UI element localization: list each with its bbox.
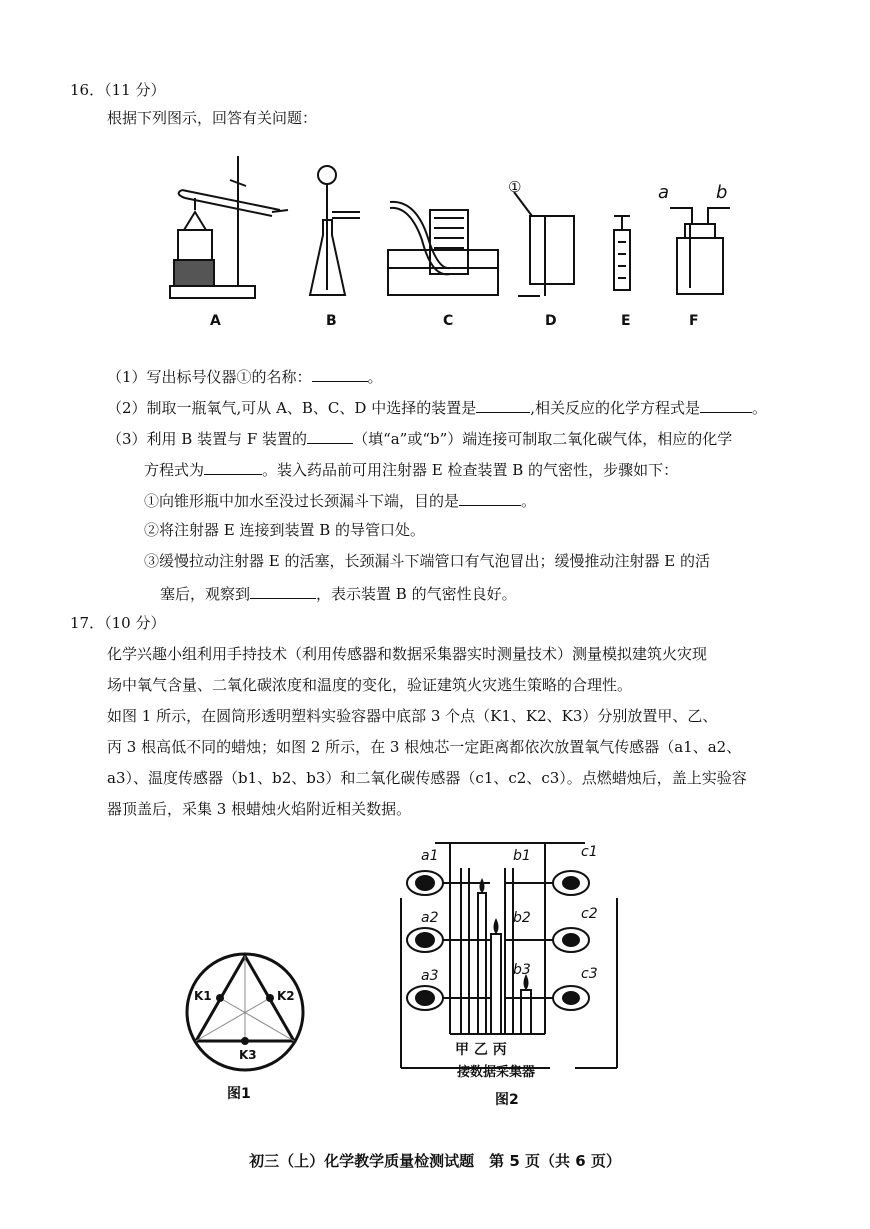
q16-part1-prompt: （1）写出标号仪器①的名称： <box>107 368 312 386</box>
q16-part3-equation-prompt: 方程式为 <box>144 461 205 479</box>
q16-part2-mid: ,相关反应的化学方程式是 <box>530 399 700 417</box>
sensor-a2-label: a2 <box>421 910 439 926</box>
q16-step2: ②将注射器 E 连接到装置 B 的导管口处。 <box>144 521 426 539</box>
q17-number: 17．（10 分） <box>70 614 166 632</box>
apparatus-label-f: F <box>689 313 699 329</box>
q16-part2 <box>107 396 767 418</box>
q16-step3-line2 <box>160 582 517 604</box>
sensor-a1-label: a1 <box>421 848 439 864</box>
sensor-b3-label: b3 <box>513 962 531 978</box>
answer-blank-6[interactable] <box>459 489 521 506</box>
port-a-label: a <box>658 182 670 203</box>
apparatus-label-e: E <box>621 313 631 329</box>
sensor-b2-label: b2 <box>513 910 531 926</box>
q16-part2-end: 。 <box>752 399 768 417</box>
page-footer: 初三（上）化学教学质量检测试题 第 5 页（共 6 页） <box>249 1152 621 1170</box>
q17-para1-line2: 场中氧气含量、二氧化碳浓度和温度的变化，验证建筑火灾逃生策略的合理性。 <box>107 676 633 694</box>
answer-blank-1[interactable] <box>312 365 368 382</box>
figure-2 <box>395 838 625 1108</box>
point-k2 <box>266 994 274 1002</box>
figure-2-caption: 图2 <box>495 1092 519 1108</box>
q16-step3-end: ，表示装置 B 的气密性良好。 <box>316 585 517 603</box>
q16-part3-steps-intro: 。装入药品前可用注射器 E 检查装置 B 的气密性，步骤如下： <box>262 461 679 479</box>
apparatus-label-c: C <box>443 313 454 329</box>
candle-labels: 甲 乙 丙 <box>455 1042 507 1058</box>
label-k2: K2 <box>277 989 295 1003</box>
q16-step1-end: 。 <box>521 492 537 510</box>
answer-blank-4[interactable] <box>307 427 353 444</box>
q16-step1 <box>144 489 536 511</box>
apparatus-label-b: B <box>326 313 337 329</box>
q17-para2-line4: 器顶盖后，采集 3 根蜡烛火焰附近相关数据。 <box>107 800 412 818</box>
q16-part3-prompt: （3）利用 B 装置与 F 装置的 <box>107 430 308 448</box>
q16-part3-line2 <box>144 458 678 480</box>
q16-step1-text: ①向锥形瓶中加水至没过长颈漏斗下端，目的是 <box>144 492 460 510</box>
apparatus-marker-1: ① <box>508 178 522 196</box>
sensor-a3-label: a3 <box>421 968 439 984</box>
answer-blank-3[interactable] <box>700 396 752 413</box>
sensor-b1-label: b1 <box>513 848 531 864</box>
point-k1 <box>216 994 224 1002</box>
q16-part3 <box>107 427 732 449</box>
answer-blank-7[interactable] <box>250 582 316 599</box>
q17-para1-line1: 化学兴趣小组利用手持技术（利用传感器和数据采集器实时测量技术）测量模拟建筑火灾现 <box>107 645 708 663</box>
q16-step3-prompt: 塞后，观察到 <box>160 585 251 603</box>
q16-step3: ③缓慢拉动注射器 E 的活塞，长颈漏斗下端管口有气泡冒出；缓慢推动注射器 E 的活 <box>144 552 710 570</box>
sensor-c3-label: c3 <box>581 966 598 982</box>
q17-para2-line1: 如图 1 所示，在圆筒形透明塑料实验容器中底部 3 个点（K1、K2、K3）分别放置甲、乙、 <box>107 707 718 725</box>
apparatus-figure <box>160 150 740 335</box>
label-k3: K3 <box>239 1048 257 1062</box>
point-k3 <box>241 1037 249 1045</box>
figure-1-caption: 图1 <box>227 1086 251 1100</box>
q16-intro: 根据下列图示，回答有关问题： <box>107 109 318 127</box>
port-b-label: b <box>716 182 728 203</box>
q16-part1 <box>107 365 383 387</box>
q16-part1-end: 。 <box>367 368 383 386</box>
q16-part3-mid: （填“a”或“b”）端连接可制取二氧化碳气体，相应的化学 <box>353 430 733 448</box>
figure-1 <box>175 950 315 1100</box>
label-k1: K1 <box>194 989 212 1003</box>
sensor-c2-label: c2 <box>581 906 598 922</box>
apparatus-label-d: D <box>545 313 557 329</box>
data-collector-label: 接数据采集器 <box>457 1065 536 1080</box>
q16-part2-prompt: （2）制取一瓶氧气,可从 A、B、C、D 中选择的装置是 <box>107 399 477 417</box>
apparatus-label-a: A <box>210 313 221 329</box>
answer-blank-2[interactable] <box>476 396 530 413</box>
q16-number: 16．（11 分） <box>70 81 166 99</box>
q17-para2-line2: 丙 3 根高低不同的蜡烛；如图 2 所示，在 3 根烛芯一定距离都依次放置氧气传感器（a1、a2、 <box>107 738 742 756</box>
sensor-c1-label: c1 <box>581 844 598 860</box>
q17-para2-line3: a3）、温度传感器（b1、b2、b3）和二氧化碳传感器（c1、c2、c3）。点燃蜡烛后，盖上实验容 <box>107 769 747 787</box>
answer-blank-5[interactable] <box>204 458 262 475</box>
